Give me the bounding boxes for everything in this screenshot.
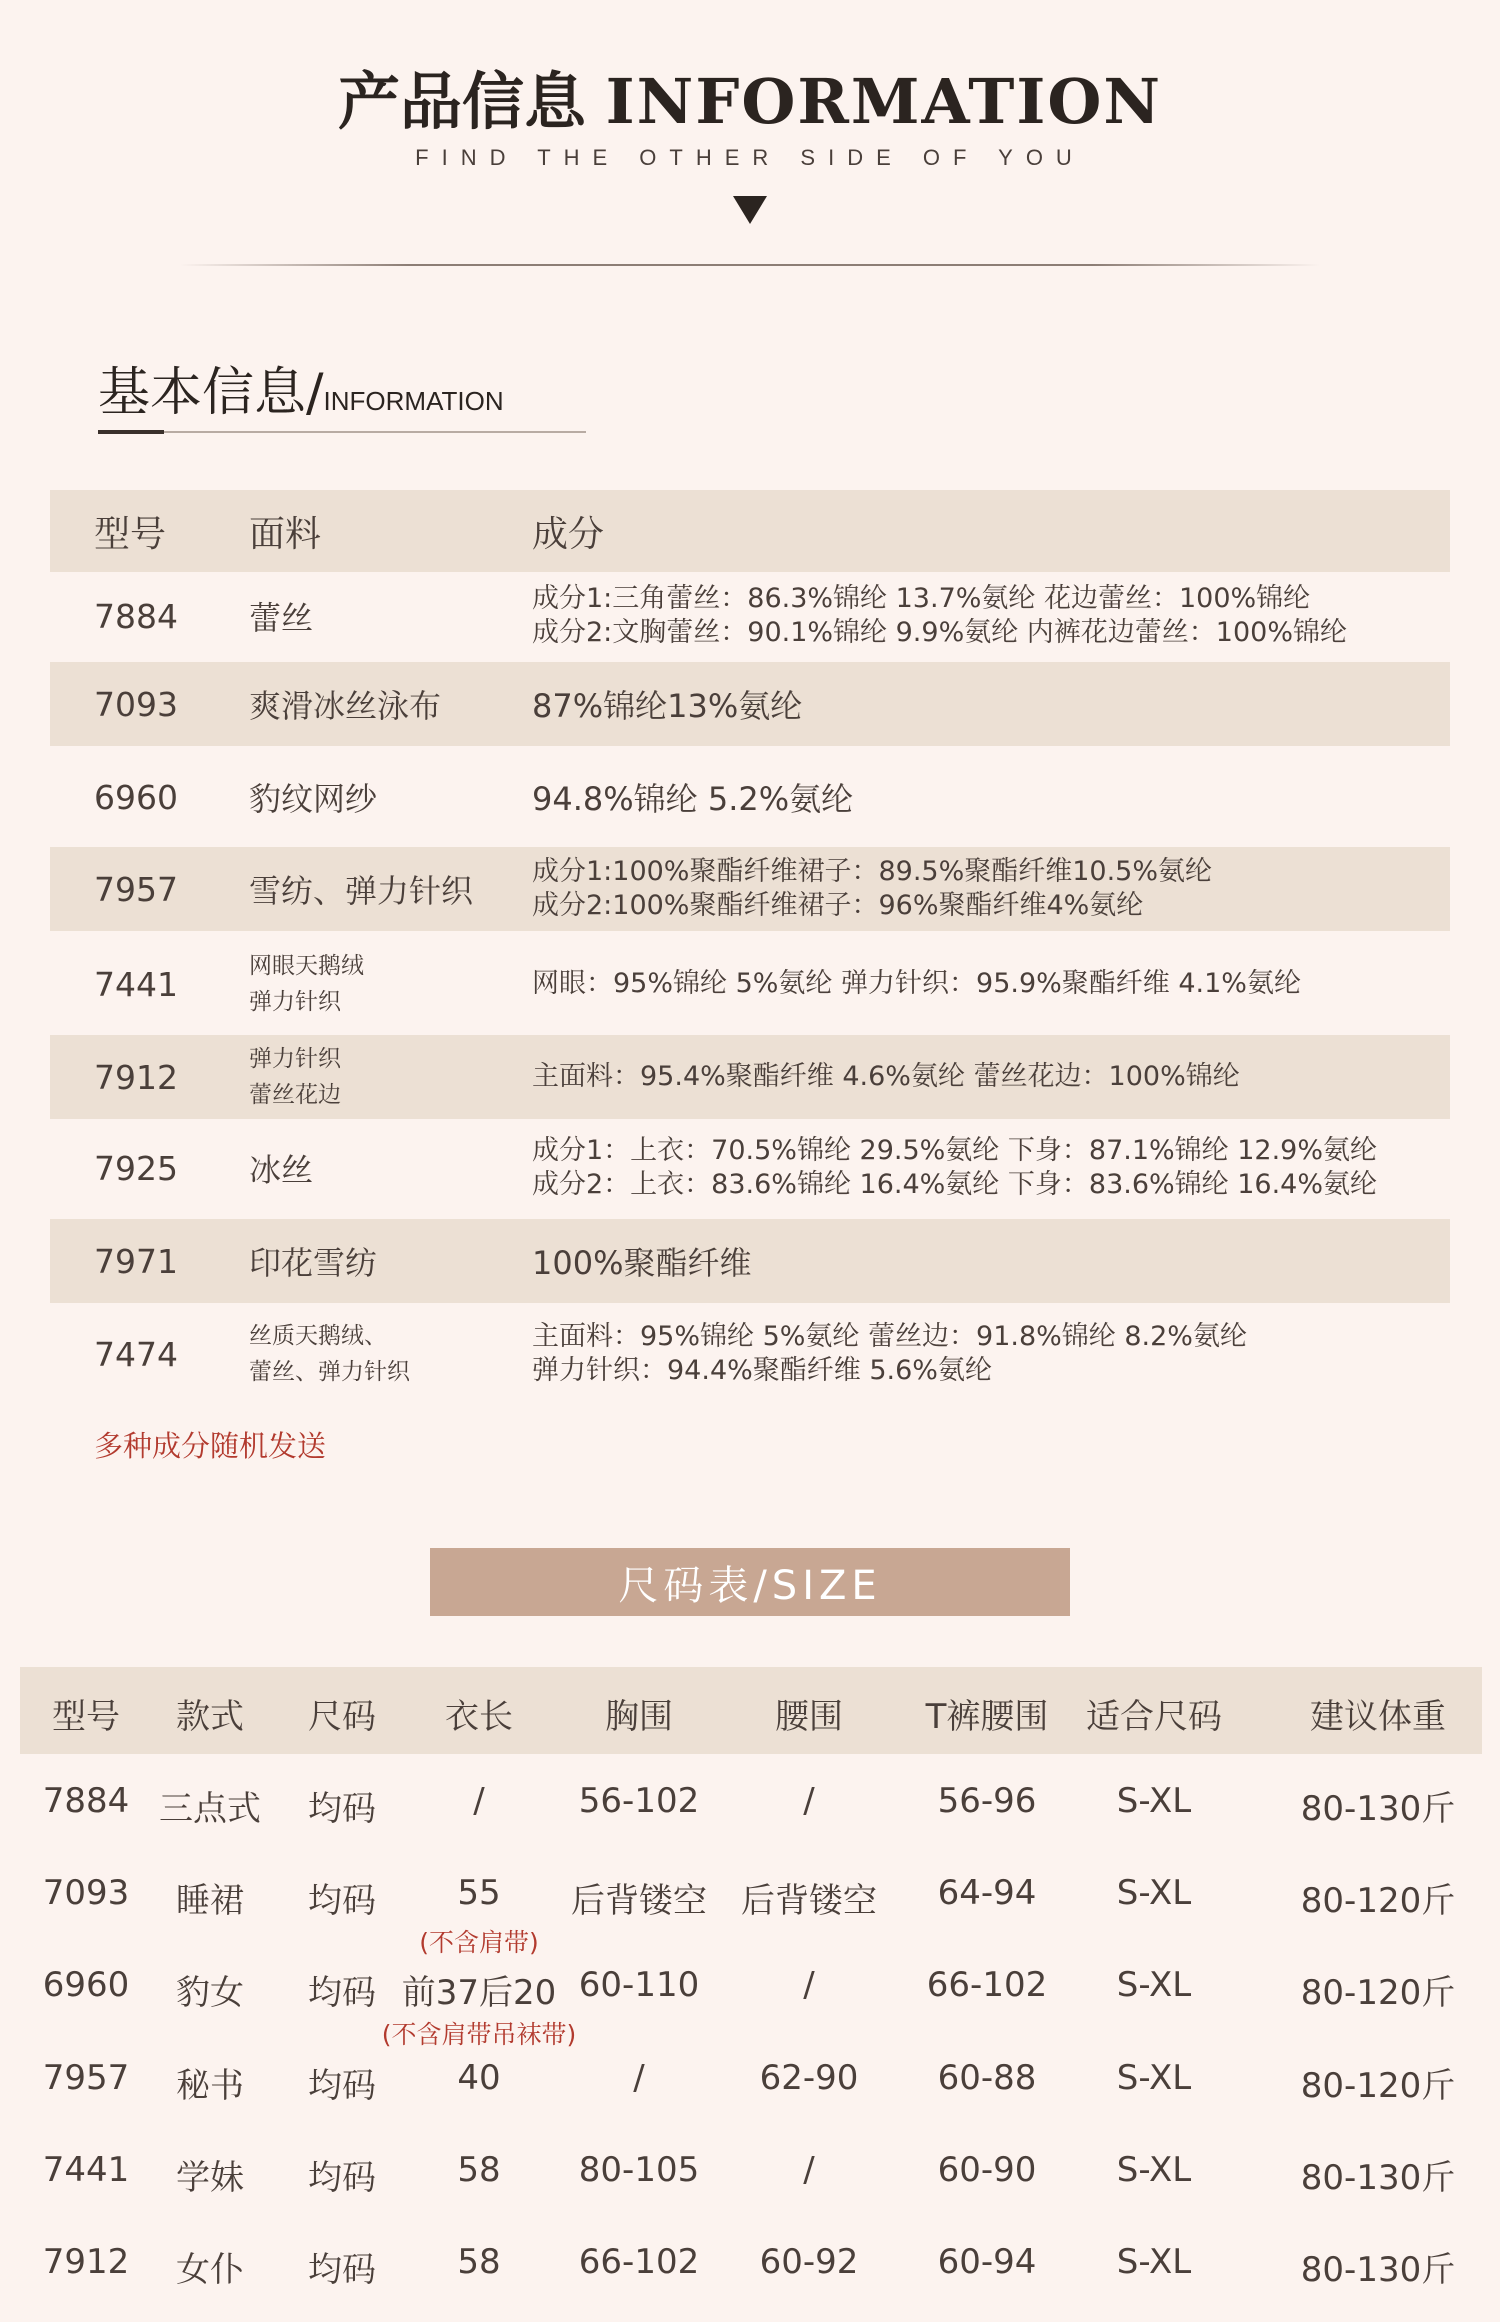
size-cell: 7093 (42, 1873, 130, 1913)
row-fabric (249, 847, 473, 931)
row-fabric (249, 574, 313, 658)
row-fabric-line: 弹力针织 (249, 989, 341, 1015)
row-composition (532, 847, 1212, 931)
size-cell: 55 (457, 1873, 501, 1913)
row-model: 7884 (94, 596, 178, 636)
info-table-row (50, 574, 1450, 658)
row-fabric-line: 弹力针织 (249, 1046, 341, 1072)
size-cell: S-XL (1116, 2058, 1192, 2098)
info-table-row (50, 662, 1450, 746)
row-fabric-line: 冰丝 (249, 1151, 314, 1189)
row-model: 6960 (94, 777, 178, 817)
header-model: 型号 (94, 513, 167, 555)
size-cell: 80-130斤 (1300, 2250, 1456, 2290)
size-cell: / (803, 2150, 815, 2190)
size-cell: 秘书 (176, 2066, 244, 2106)
size-table-header (20, 1667, 1482, 1754)
size-cell: 80-130斤 (1300, 1789, 1456, 1829)
size-banner: 尺码表/SIZE (430, 1548, 1070, 1616)
size-cell: 均码 (308, 1881, 376, 1921)
row-fabric-line: 网眼天鹅绒 (249, 953, 364, 979)
info-table-row (50, 1126, 1450, 1210)
row-fabric (249, 1219, 377, 1303)
down-arrow-icon (733, 196, 767, 224)
row-fabric-line: 蕾丝花边 (249, 1082, 341, 1108)
size-cell: 三点式 (159, 1789, 261, 1829)
row-fabric-line: 豹纹网纱 (249, 780, 378, 818)
row-composition (532, 1312, 1247, 1396)
size-cell: 60-90 (937, 2150, 1037, 2190)
size-cell: 女仆 (176, 2250, 244, 2290)
info-table-row (50, 847, 1450, 931)
row-fabric (249, 942, 364, 1026)
row-fabric (249, 1312, 410, 1396)
size-cell: 均码 (308, 1973, 376, 2013)
size-header-cell: 胸围 (605, 1697, 673, 1737)
size-cell: 66-102 (578, 2242, 700, 2282)
size-header-cell: 腰围 (775, 1697, 843, 1737)
info-table-row (50, 942, 1450, 1026)
row-composition (532, 1219, 752, 1303)
size-cell: S-XL (1116, 1873, 1192, 1913)
row-composition-line: 成分1:100%聚酯纤维裙子：89.5%聚酯纤维10.5%氨纶 (532, 856, 1213, 887)
size-cell: 80-120斤 (1300, 1973, 1456, 2013)
row-fabric (249, 1126, 313, 1210)
info-table-header (50, 490, 1450, 572)
size-cell: 后背镂空 (571, 1881, 707, 1921)
size-cell: 6960 (42, 1965, 130, 2005)
page-title (0, 52, 1500, 141)
size-cell: 后背镂空 (741, 1881, 877, 1921)
row-model: 7912 (94, 1057, 178, 1097)
info-table-row (50, 1035, 1450, 1119)
size-cell: / (803, 1781, 815, 1821)
row-fabric (249, 662, 441, 746)
size-cell: 前37后20 (401, 1973, 557, 2013)
info-table-row (50, 1312, 1450, 1396)
size-cell: 40 (457, 2058, 501, 2098)
row-composition (532, 662, 802, 746)
info-table-row (50, 755, 1450, 839)
size-cell: 均码 (308, 2066, 376, 2106)
size-cell: 80-105 (578, 2150, 700, 2190)
row-model: 7093 (94, 684, 178, 724)
page-subtitle: FIND THE OTHER SIDE OF YOU (415, 145, 1085, 170)
size-cell: 豹女 (176, 1973, 244, 2013)
size-cell: S-XL (1116, 1965, 1192, 2005)
row-composition-line: 成分2：上衣：83.6%锦纶 16.4%氨纶 下身：83.6%锦纶 16.4%氨纶 (532, 1169, 1378, 1200)
size-cell: 66-102 (926, 1965, 1048, 2005)
size-cell: 58 (457, 2242, 501, 2282)
size-header-cell: 衣长 (445, 1697, 513, 1737)
size-cell: 7957 (42, 2058, 130, 2098)
row-composition-line: 弹力针织：94.4%聚酯纤维 5.6%氨纶 (532, 1355, 992, 1386)
row-composition-line: 成分2:文胸蕾丝：90.1%锦纶 9.9%氨纶 内裤花边蕾丝：100%锦纶 (532, 617, 1347, 648)
row-fabric-line: 雪纺、弹力针织 (249, 872, 474, 910)
size-cell: 60-88 (937, 2058, 1037, 2098)
size-cell: 均码 (308, 1789, 376, 1829)
size-header-cell: 尺码 (308, 1697, 376, 1737)
row-composition-line: 主面料：95.4%聚酯纤维 4.6%氨纶 蕾丝花边：100%锦纶 (532, 1061, 1240, 1092)
row-composition (532, 942, 1301, 1026)
row-composition (532, 574, 1347, 658)
basic-info-heading-zh: 基本信息/ (98, 363, 324, 423)
size-cell: 64-94 (937, 1873, 1037, 1913)
header-divider (180, 264, 1320, 266)
row-composition (532, 1126, 1377, 1210)
page-title-en: INFORMATION (605, 65, 1163, 138)
size-cell: 62-90 (759, 2058, 859, 2098)
row-fabric-line: 蕾丝 (249, 599, 314, 637)
size-cell: 56-102 (578, 1781, 700, 1821)
row-composition (532, 1035, 1240, 1119)
size-cell: 80-120斤 (1300, 2066, 1456, 2106)
row-composition-line: 成分1：上衣：70.5%锦纶 29.5%氨纶 下身：87.1%锦纶 12.9%氨纶 (532, 1135, 1378, 1166)
size-cell: 7884 (42, 1781, 130, 1821)
size-header-cell: 型号 (52, 1697, 120, 1737)
row-fabric (249, 1035, 341, 1119)
basic-info-heading-en: INFORMATION (323, 386, 504, 416)
length-note: (不含肩带吊袜带) (381, 2020, 577, 2049)
row-composition-line: 成分2:100%聚酯纤维裙子：96%聚酯纤维4%氨纶 (532, 890, 1144, 921)
row-fabric-line: 印花雪纺 (249, 1244, 378, 1282)
size-cell: 80-120斤 (1300, 1881, 1456, 1921)
size-cell: S-XL (1116, 2150, 1192, 2190)
row-composition-line: 94.8%锦纶 5.2%氨纶 (532, 780, 854, 818)
size-header-cell: T裤腰围 (925, 1697, 1049, 1737)
size-cell: 60-94 (937, 2242, 1037, 2282)
size-cell: S-XL (1116, 2242, 1192, 2282)
row-composition-line: 网眼：95%锦纶 5%氨纶 弹力针织：95.9%聚酯纤维 4.1%氨纶 (532, 968, 1301, 999)
size-cell: / (803, 1965, 815, 2005)
basic-info-heading (98, 350, 504, 425)
size-cell: 睡裙 (176, 1881, 244, 1921)
size-cell: / (473, 1781, 485, 1821)
size-cell: 58 (457, 2150, 501, 2190)
row-fabric-line: 爽滑冰丝泳布 (249, 687, 442, 725)
page-title-zh: 产品信息 (337, 65, 586, 138)
row-fabric (249, 755, 377, 839)
row-model: 7474 (94, 1334, 178, 1374)
row-composition-line: 100%聚酯纤维 (532, 1244, 752, 1282)
size-header-cell: 适合尺码 (1086, 1697, 1222, 1737)
row-fabric-line: 丝质天鹅绒、 (249, 1323, 387, 1349)
size-cell: 学妹 (176, 2158, 244, 2198)
size-header-cell: 款式 (176, 1697, 244, 1737)
size-cell: 7441 (42, 2150, 130, 2190)
row-fabric-line: 蕾丝、弹力针织 (249, 1359, 410, 1385)
size-cell: S-XL (1116, 1781, 1192, 1821)
row-model: 7957 (94, 869, 178, 909)
size-cell: 7912 (42, 2242, 130, 2282)
header-fabric: 面料 (249, 513, 322, 555)
heading-underline-accent (98, 430, 164, 434)
row-composition-line: 主面料：95%锦纶 5%氨纶 蕾丝边：91.8%锦纶 8.2%氨纶 (532, 1321, 1247, 1352)
size-cell: 80-130斤 (1300, 2158, 1456, 2198)
size-header-cell: 建议体重 (1310, 1697, 1446, 1737)
row-model: 7441 (94, 964, 178, 1004)
row-composition-line: 87%锦纶13%氨纶 (532, 687, 803, 725)
length-note: (不含肩带) (419, 1928, 539, 1957)
size-cell: / (633, 2058, 645, 2098)
row-model: 7925 (94, 1148, 178, 1188)
row-composition-line: 成分1:三角蕾丝：86.3%锦纶 13.7%氨纶 花边蕾丝：100%锦纶 (532, 583, 1311, 614)
row-composition (532, 755, 853, 839)
row-model: 7971 (94, 1241, 178, 1281)
header-composition: 成分 (532, 513, 605, 555)
size-cell: 60-110 (578, 1965, 700, 2005)
size-cell: 60-92 (759, 2242, 859, 2282)
size-cell: 56-96 (937, 1781, 1037, 1821)
info-table-row (50, 1219, 1450, 1303)
heading-underline (164, 431, 586, 433)
random-composition-note: 多种成分随机发送 (94, 1429, 327, 1463)
size-cell: 均码 (308, 2250, 376, 2290)
size-cell: 均码 (308, 2158, 376, 2198)
